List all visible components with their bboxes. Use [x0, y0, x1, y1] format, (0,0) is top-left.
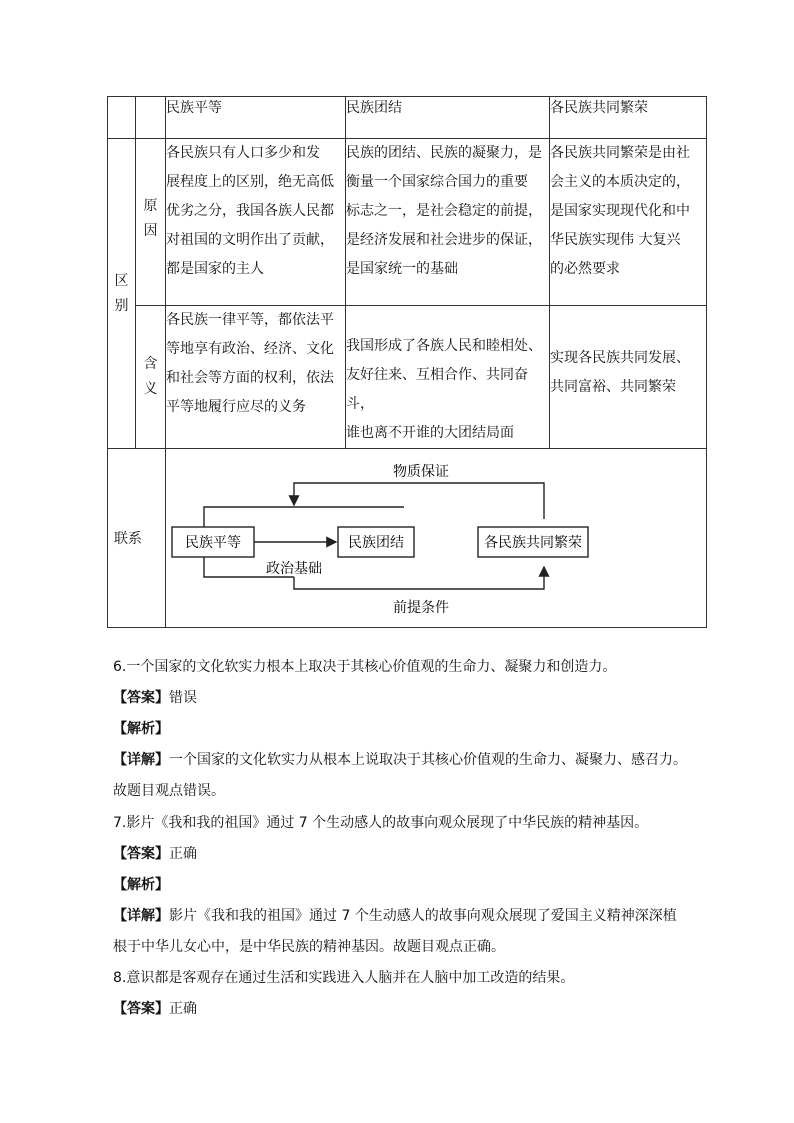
table-row-link: [108, 449, 707, 628]
cell-reason-prosperity: 各民族共同繁荣是由社 会主义的本质决定的， 是国家实现现代化和中 华民族实现伟 大复兴 的必然要求: [550, 139, 707, 306]
cell-meaning-equality: 各民族一律平等，都依法平 等地享有政治、经济、文化 和社会等方面的权利，依法 平等地履行应尽的义务: [166, 306, 346, 449]
box-equality-label: 民族平等: [185, 535, 241, 551]
relation-diagram: [166, 449, 706, 626]
answer-tag: 【答案】: [113, 846, 169, 862]
label-precondition: 前提条件: [393, 600, 449, 616]
cell-reason-unity: 民族的团结、民族的凝聚力，是 衡量一个国家综合国力的重要 标志之一，是社会稳定的前提， 是经济发展和社会进步的保证， 是国家统一的基础: [346, 139, 550, 306]
detail-6-line-2: 故题目观点错误。: [113, 783, 225, 799]
arrow-precondition: [294, 567, 544, 589]
header-prosperity: 各民族共同繁荣: [550, 97, 707, 139]
empty-corner-cell: [136, 97, 166, 139]
connector-left-loop: [204, 507, 404, 529]
cell-meaning-prosperity: 实现各民族共同发展、 共同富裕、共同繁荣: [550, 306, 707, 449]
header-equality: 民族平等: [166, 97, 346, 139]
label-material-guarantee: 物质保证: [393, 464, 449, 480]
answer-7: [113, 844, 713, 864]
box-prosperity-label: 各民族共同繁荣: [484, 535, 582, 551]
detail-line: 影片《我和我的祖国》通过 7 个生动感人的故事向观众展现了爱国主义精神深深植: [169, 908, 677, 924]
question-6: 6.一个国家的文化软实力根本上取决于其核心价值观的生命力、凝聚力和创造力。: [113, 659, 617, 675]
label-political-basis: 政治基础: [266, 561, 322, 577]
row-label-meaning: 含 义: [136, 306, 166, 449]
detail-line: 一个国家的文化软实力从根本上说取决于其核心价值观的生命力、凝聚力、感召力。: [169, 752, 687, 768]
comparison-table: [107, 96, 707, 628]
table-row-meaning: [108, 306, 707, 449]
answer-value: 错误: [169, 690, 197, 706]
question-8: 8.意识都是客观存在通过生活和实践进入人脑并在人脑中加工改造的结果。: [113, 970, 575, 986]
cell-meaning-unity: 我国形成了各族人民和睦相处、 友好往来、互相合作、共同奋斗， 谁也离不开谁的大团结局面: [346, 306, 550, 449]
answer-tag: 【答案】: [113, 1001, 169, 1017]
detail-tag: 【详解】: [113, 908, 169, 924]
header-unity: 民族团结: [346, 97, 550, 139]
detail-tag: 【详解】: [113, 752, 169, 768]
box-unity-label: 民族团结: [348, 535, 404, 551]
detail-7: [113, 906, 713, 926]
table-row-reason: [108, 139, 707, 306]
answer-8: [113, 999, 713, 1019]
empty-corner-cell: [108, 97, 136, 139]
answer-value: 正确: [169, 846, 197, 862]
analysis-tag-6: 【解析】: [113, 721, 169, 737]
detail-7-line-2: 根于中华儿女心中，是中华民族的精神基因。故题目观点正确。: [113, 939, 505, 955]
relation-diagram-cell: [166, 449, 707, 628]
answer-6: [113, 688, 713, 708]
question-7: 7.影片《我和我的祖国》通过 7 个生动感人的故事向观众展现了中华民族的精神基因。: [113, 815, 649, 831]
row-label-link: 联系: [108, 449, 166, 628]
analysis-tag-7: 【解析】: [113, 877, 169, 893]
row-label-reason: 原 因: [136, 139, 166, 306]
answer-value: 正确: [169, 1001, 197, 1017]
detail-6: [113, 750, 713, 770]
cell-reason-equality: 各民族只有人口多少和发 展程度上的区别，绝无高低 优劣之分，我国各族人民都 对祖国的文明作出了贡献， 都是国家的主人: [166, 139, 346, 306]
group-label-difference: 区 别: [108, 139, 136, 449]
header-row: [108, 97, 707, 139]
arrow-material-guarantee: [294, 483, 544, 519]
answer-tag: 【答案】: [113, 690, 169, 706]
